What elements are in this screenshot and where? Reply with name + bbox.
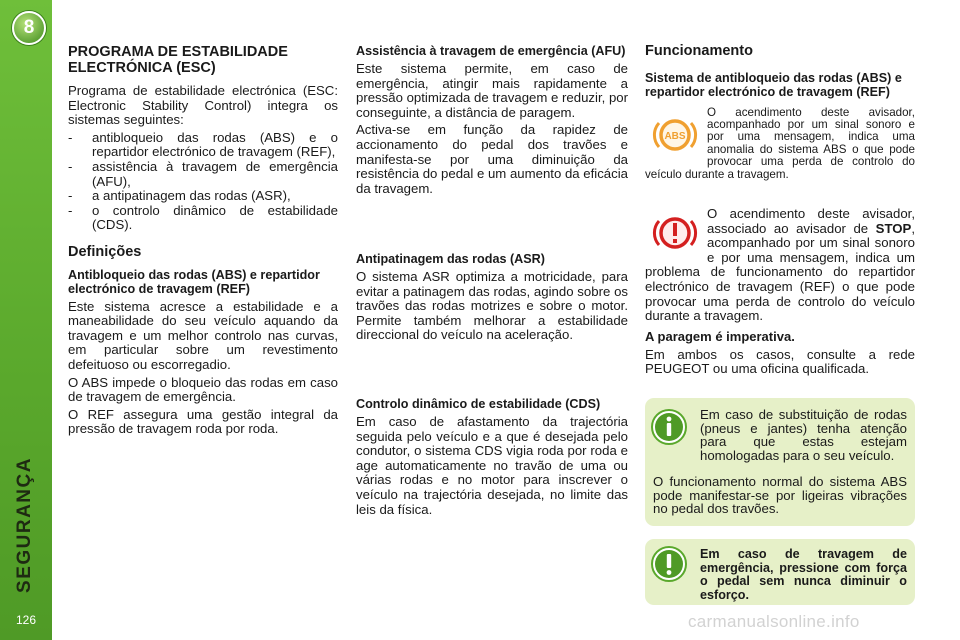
afu-paragraph-2: Activa-se em função da rapidez de accionamento do pedal dos travões e manifesta-se por uma diminuição da resistência do pedal e um aumento da eficácia da travagem. — [356, 122, 628, 196]
network-paragraph: Em ambos os casos, consulte a rede PEUGEOT ou uma oficina qualificada. — [645, 346, 915, 377]
right-column — [645, 44, 915, 380]
brake-warning-lamp-icon — [651, 209, 699, 257]
intro-paragraph: Programa de estabilidade electrónica (ESC: Electronic Stability Control) integra os sistemas seguintes: — [68, 83, 338, 128]
abs-paragraph-2: O ABS impede o bloqueio das rodas em caso de travagem de emergência. — [68, 374, 338, 405]
cds-heading: Controlo dinâmico de estabilidade (CDS) — [356, 397, 601, 411]
stop-imperative: A paragem é imperativa. — [645, 328, 795, 344]
info-text-2: O funcionamento normal do sistema ABS pode manifestar-se por ligeiras vibrações no pedal dos travões. — [653, 474, 907, 517]
warning-box — [645, 539, 915, 605]
info-icon — [650, 408, 688, 446]
brake-lamp-text-pre: O acendimento deste avisador, associado ao avisador de — [707, 206, 915, 236]
abs-definition-heading: Antibloqueio das rodas (ABS) e repartidor electrónico de travagem (REF) — [68, 267, 320, 296]
chapter-number-badge — [12, 11, 46, 45]
abs-icon-label: ABS — [664, 130, 686, 142]
watermark: carmanualsonline.info — [688, 612, 860, 631]
chapter-number: 8 — [23, 17, 35, 38]
afu-paragraph-1: Este sistema permite, em caso de emergência, atingir mais rapidamente a pressão optimizada de travagem e reduzir, por conseguinte, a distância de paragem. — [356, 61, 628, 120]
list-item: - a antipatinagem das rodas (ASR), — [68, 189, 338, 204]
abs-warning-block — [645, 107, 915, 181]
chapter-sidebar — [0, 0, 52, 640]
abs-lamp-text: O acendimento deste avisador, acompanhado por um sinal sonoro e por uma mensagem, indica uma anomalia do sistema ABS o que pode provocar uma perda de controlo do veículo durante a travagem. — [645, 105, 915, 181]
middle-column — [356, 44, 628, 199]
cds-section — [356, 397, 628, 520]
brake-lamp-text-post: , acompanhado por um sinal sonoro e por uma mensagem, indica um problema de funcionamento do repartidor electrónico de travagem (REF) o que pode provocar uma perda de controlo do veículo durante a travagem. — [645, 220, 915, 324]
list-item: - o controlo dinâmico de estabilidade (CDS). — [68, 204, 338, 233]
abs-ref-subheading: Sistema de antibloqueio das rodas (ABS) e repartidor electrónico de travagem (REF) — [645, 70, 902, 99]
page-title: PROGRAMA DE ESTABILIDADE ELECTRÓNICA (ESC) — [68, 44, 288, 76]
list-item: - assistência à travagem de emergência (AFU), — [68, 160, 338, 189]
abs-warning-lamp-icon — [651, 111, 699, 159]
list-item: - antibloqueio das rodas (ABS) e o repartidor electrónico de travagem (REF), — [68, 131, 338, 160]
abs-paragraph-3: O REF assegura uma gestão integral da pressão de travagem roda por roda. — [68, 406, 338, 437]
warning-exclamation-icon — [650, 545, 688, 583]
abs-paragraph-1: Este sistema acresce a estabilidade e a maneabilidade do seu veículo aquando da travagem e um melhor controlo nas curvas, em particular sobre um revestimento defeituoso ou escorregadio. — [68, 298, 338, 372]
section-title-vertical — [10, 440, 40, 610]
stop-label: STOP — [875, 220, 912, 236]
systems-list — [68, 131, 338, 233]
warning-text: Em caso de travagem de emergência, pressione com força o pedal sem nunca diminuir o esforço. — [700, 547, 907, 602]
brake-warning-block — [645, 207, 915, 324]
section-title: SEGURANÇA — [14, 457, 36, 593]
info-box — [645, 398, 915, 526]
definitions-heading: Definições — [68, 243, 142, 260]
asr-heading: Antipatinagem das rodas (ASR) — [356, 252, 545, 266]
afu-heading: Assistência à travagem de emergência (AFU) — [356, 44, 626, 58]
left-column — [68, 44, 338, 440]
asr-section — [356, 252, 628, 346]
cds-paragraph: Em caso de afastamento da trajectória seguida pelo veículo e a que é desejada pelo condutor, o sistema CDS vigia roda por roda e age automaticamente no travão de uma ou várias rodas e no motor para inscrever o veículo na trajectória desejada, no limite das leis da física. — [356, 414, 628, 517]
operation-heading: Funcionamento — [645, 43, 753, 59]
asr-paragraph: O sistema ASR optimiza a motricidade, para evitar a patinagem das rodas, agindo sobre os travões das rodas motrizes e sobre o motor. Permite também melhorar a estabilidade direccional do veículo na aceleração. — [356, 269, 628, 343]
page-number: 126 — [15, 613, 37, 627]
info-text-1: Em caso de substituição de rodas (pneus e jantes) tenha atenção para que estas estejam homologadas para o seu veículo. — [700, 407, 907, 463]
